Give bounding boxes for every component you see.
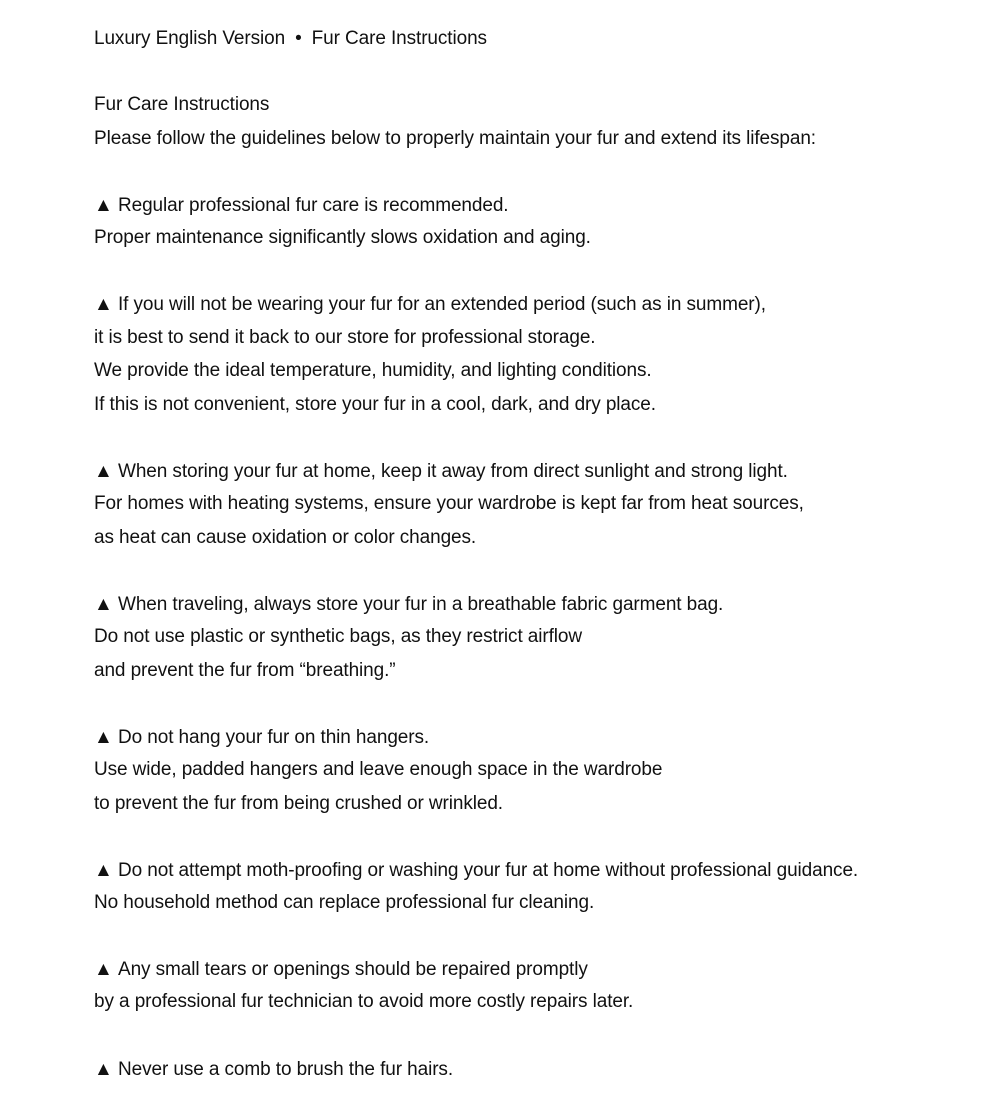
- header-separator: •: [295, 28, 302, 49]
- triangle-bullet-icon: ▲: [94, 959, 113, 980]
- triangle-bullet-icon: ▲: [94, 860, 113, 881]
- triangle-bullet-icon: ▲: [94, 461, 113, 482]
- care-item-7-heading: Any small tears or openings should be repaired promptly: [118, 959, 588, 980]
- care-item-2-line: We provide the ideal temperature, humidity, and lighting conditions.: [94, 360, 652, 381]
- care-item-2-line: If this is not convenient, store your fur in a cool, dark, and dry place.: [94, 394, 656, 415]
- care-item-7: [94, 958, 588, 982]
- care-item-1: [94, 194, 508, 218]
- triangle-bullet-icon: ▲: [94, 195, 113, 216]
- care-item-5-line: to prevent the fur from being crushed or wrinkled.: [94, 793, 503, 814]
- care-item-3-line: For homes with heating systems, ensure your wardrobe is kept far from heat sources,: [94, 493, 804, 514]
- triangle-bullet-icon: ▲: [94, 594, 113, 615]
- header-section: Fur Care Instructions: [311, 28, 487, 49]
- document-header: [94, 27, 487, 51]
- care-item-2-line: it is best to send it back to our store for professional storage.: [94, 327, 596, 348]
- care-item-6-line: No household method can replace professional fur cleaning.: [94, 892, 595, 913]
- triangle-bullet-icon: ▲: [94, 727, 113, 748]
- care-item-2: [94, 293, 766, 317]
- care-item-1-line: Proper maintenance significantly slows oxidation and aging.: [94, 227, 591, 248]
- care-item-8: [94, 1058, 453, 1082]
- care-item-5-heading: Do not hang your fur on thin hangers.: [118, 727, 430, 748]
- care-item-7-line: by a professional fur technician to avoid more costly repairs later.: [94, 991, 634, 1012]
- care-item-6: [94, 859, 858, 883]
- care-item-4-heading: When traveling, always store your fur in a breathable fabric garment bag.: [118, 594, 724, 615]
- care-item-8-heading: Never use a comb to brush the fur hairs.: [118, 1059, 453, 1080]
- care-item-3-line: as heat can cause oxidation or color changes.: [94, 527, 477, 548]
- intro-text: Please follow the guidelines below to properly maintain your fur and extend its lifespan:: [94, 128, 816, 149]
- care-item-3: [94, 460, 788, 484]
- care-item-3-heading: When storing your fur at home, keep it away from direct sunlight and strong light.: [118, 461, 788, 482]
- care-item-2-heading: If you will not be wearing your fur for an extended period (such as in summer),: [118, 294, 766, 315]
- care-item-4-line: Do not use plastic or synthetic bags, as they restrict airflow: [94, 626, 583, 647]
- header-version: Luxury English Version: [94, 28, 286, 49]
- care-item-4: [94, 593, 723, 617]
- care-item-1-heading: Regular professional fur care is recommended.: [118, 195, 509, 216]
- triangle-bullet-icon: ▲: [94, 1059, 113, 1080]
- care-item-5: [94, 726, 429, 750]
- care-item-4-line: and prevent the fur from “breathing.”: [94, 660, 396, 681]
- intro-title: Fur Care Instructions: [94, 94, 270, 115]
- triangle-bullet-icon: ▲: [94, 294, 113, 315]
- care-item-5-line: Use wide, padded hangers and leave enough space in the wardrobe: [94, 759, 663, 780]
- care-item-6-heading: Do not attempt moth-proofing or washing your fur at home without professional guidance.: [118, 860, 859, 881]
